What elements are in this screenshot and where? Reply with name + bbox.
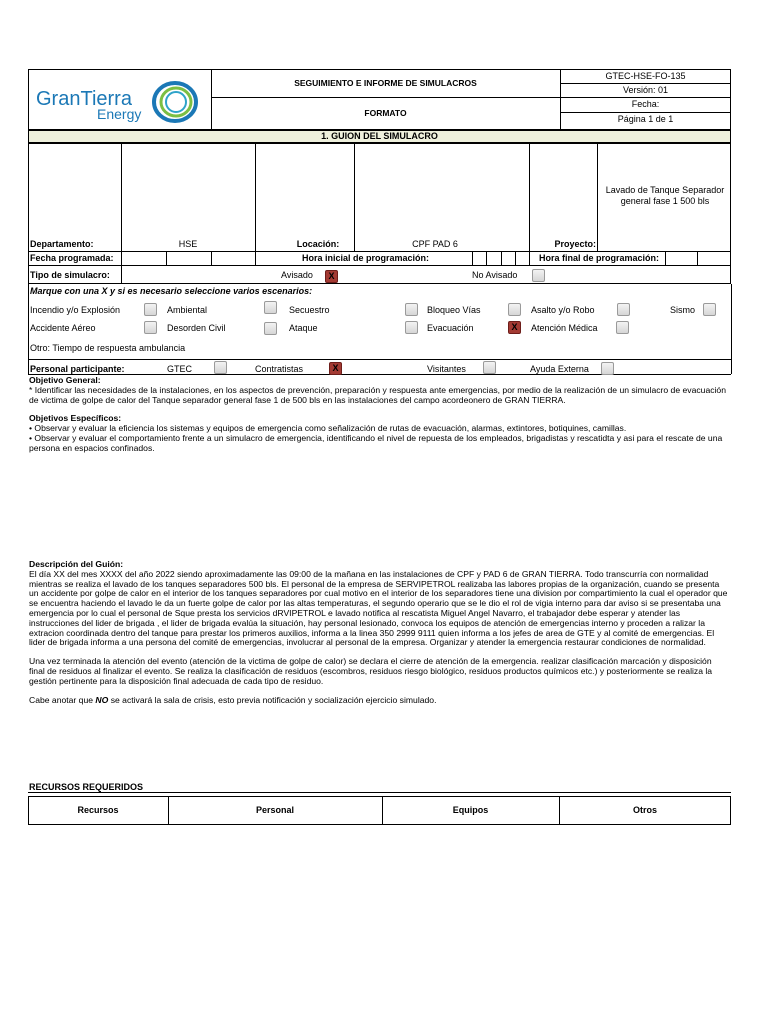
end-time-label: Hora final de programación: bbox=[539, 253, 660, 263]
scenario-air-accident-checkbox[interactable] bbox=[144, 321, 157, 334]
script-paragraph-1: El día XX del mes XXXX del año 2022 siendo aproximadamente las 09:00 de la mañana en las instalaciones de CPF y PAD 6 de GRAN TIERRA. Todo transcurría con normalidad mientras se realiza el lavado de los tanques separadores 500 bls. El personal de la empresa de SERVIPETROL realizaba las labores propias de la organización, cuando se presenta un accidente por golpe de calor en el interior de los tanques separadores por cual motivo en el interior de los separadores tiene una division por compartimiento la cual el operador que se encuentra haciendo el lavado le da un fuerte golpe de calor por las altas temperaturas, el segundo operario que se le dio el rol de vigia interno para dar aviso si se presentaba una emergencia por lo cual el personal de Sque presta los servicios dRVIPETROL e lavado notifica al rescatista Miguel Angel Navarro, el trabajador debe esperar y atender las instrucciones del lider de brigada , el lider de brigada evalúa la situación, hay personal lesionado, convoca los equipos de atención de emergencias interno y proceden a ralizar la extracion coordinada dentro del tanque para prestar los primeros auxilios, informa a la linea 350 2999 9111 quien informa a los jefes de area de GTE y al comité de emergencias. El lider de brigada informa a una persona del comité de emergencias, involucrar al personal de la empresa. Organizar y atender la emergencia restaurar condiciones de normalidad. bbox=[29, 568, 728, 648]
announced-checkbox[interactable]: X bbox=[325, 270, 338, 283]
scenario-kidnapping-checkbox[interactable] bbox=[405, 303, 418, 316]
scenario-evacuation-checkbox[interactable]: X bbox=[508, 321, 521, 334]
scenario-road-block: Bloqueo Vías bbox=[427, 305, 481, 315]
start-time-label: Hora inicial de programación: bbox=[302, 253, 430, 263]
logo-ring-icon bbox=[149, 80, 201, 124]
scenario-robbery: Asalto y/o Robo bbox=[531, 305, 595, 315]
scenario-medical: Atención Médica bbox=[531, 323, 598, 333]
document-date-label: Fecha: bbox=[631, 99, 660, 109]
project-value: Lavado de Tanque Separador general fase 1 500 bls bbox=[605, 185, 725, 206]
document-page: Página 1 de 1 bbox=[617, 114, 674, 124]
simulation-type-label: Tipo de simulacro: bbox=[30, 270, 110, 280]
section-title: 1. GUION DEL SIMULACRO bbox=[321, 131, 438, 141]
participants-label: Personal participante: bbox=[30, 364, 125, 374]
other-scenario: Otro: Tiempo de respuesta ambulancia bbox=[30, 343, 186, 353]
document-version: Versión: 01 bbox=[622, 85, 669, 95]
document-code: GTEC-HSE-FO-135 bbox=[605, 71, 686, 81]
department-label: Departamento: bbox=[30, 239, 94, 249]
scenario-evacuation: Evacuación bbox=[427, 323, 474, 333]
general-objective-text: * Identificar las necesidades de la instalaciones, en los aspectos de prevención, preparación y respuesta ante emergencias, por medio de la realización de un simulacro de evacuación de victima de golpe de calor del Tanque separador general fase 1 de 500 bls en las instalaciones del campo acordeonero de GRAN TIERRA. bbox=[29, 384, 726, 405]
scenario-fire-checkbox[interactable] bbox=[144, 303, 157, 316]
scenario-environmental: Ambiental bbox=[167, 305, 208, 315]
scenario-robbery-checkbox[interactable] bbox=[617, 303, 630, 316]
resources-col-personnel: Personal bbox=[255, 805, 295, 815]
scheduled-date-label: Fecha programada: bbox=[30, 253, 114, 263]
logo-wordmark: GranTierra bbox=[36, 88, 132, 110]
specific-objective-1: • Observar y evaluar la eficiencia los sistemas y equipos de emergencia como señalización de rutas de evacuación, alarmas, extintores, botiquines, camillas. bbox=[29, 423, 627, 434]
location-label: Locación: bbox=[296, 239, 340, 249]
announced-label: Avisado bbox=[281, 270, 313, 280]
resources-col-others: Otros bbox=[632, 805, 657, 815]
participant-contractors-checkbox[interactable]: X bbox=[329, 362, 342, 375]
scenario-air-accident: Accidente Aéreo bbox=[30, 323, 96, 333]
logo-sub-wordmark: Energy bbox=[97, 106, 142, 122]
script-paragraph-2: Una vez terminada la atención del evento (atención de la victima de golpe de calor) se declara el cierre de atención de la emergencia. realizar clasificación marcación y disposición final de residuos al finalizar el evento. Se realiza la clasificación de residuos (escombros, residuos riesgo biológico, residuos productos químicos etc.) y posteriormente se realiza la gestión pertinente para la disposición final adecuada de cada tipo de residuo. bbox=[29, 656, 713, 686]
scenario-environmental-checkbox[interactable] bbox=[264, 301, 277, 314]
scenario-earthquake-checkbox[interactable] bbox=[703, 303, 716, 316]
scenario-medical-checkbox[interactable] bbox=[616, 321, 629, 334]
specific-objectives-title: Objetivos Específicos: bbox=[29, 413, 122, 424]
participant-external-checkbox[interactable] bbox=[601, 362, 614, 375]
objectives-block bbox=[29, 376, 729, 454]
participant-contractors: Contratistas bbox=[255, 364, 304, 374]
participant-gtec: GTEC bbox=[167, 364, 193, 374]
project-label: Proyecto: bbox=[554, 239, 596, 249]
scenario-attack-checkbox[interactable] bbox=[405, 321, 418, 334]
participant-gtec-checkbox[interactable] bbox=[214, 361, 227, 374]
not-announced-label: No Avisado bbox=[472, 270, 518, 280]
script-paragraph-3: Cabe anotar que NO se activará la sala de crisis, esto previa notificación y socialización ejercicio simulado. bbox=[29, 694, 437, 705]
mark-instruction: Marque con una X y si es necesario seleccione varios escenarios: bbox=[30, 286, 313, 296]
script-title: Descripción del Guión: bbox=[29, 559, 124, 569]
resources-col-equipment: Equipos bbox=[452, 805, 489, 815]
company-logo bbox=[34, 78, 209, 124]
scenario-civil-disorder: Desorden Civil bbox=[167, 323, 226, 333]
scenario-attack: Ataque bbox=[289, 323, 318, 333]
resources-title: RECURSOS REQUERIDOS bbox=[29, 782, 144, 792]
document-title: SEGUIMIENTO E INFORME DE SIMULACROS bbox=[294, 78, 477, 88]
scenario-earthquake: Sismo bbox=[670, 305, 696, 315]
department-value: HSE bbox=[178, 239, 198, 249]
resources-col-resources: Recursos bbox=[77, 805, 119, 815]
not-announced-checkbox[interactable] bbox=[532, 269, 545, 282]
script-block bbox=[29, 560, 729, 705]
scenario-kidnapping: Secuestro bbox=[289, 305, 330, 315]
specific-objective-2: • Observar y evaluar el comportamiento frente a un simulacro de emergencia, identificando el nivel de repuesta de los empleados, brigadistas y rescatidta y asi para el rescate de una persona en espacios confinados. bbox=[29, 432, 723, 453]
participant-visitors-checkbox[interactable] bbox=[483, 361, 496, 374]
participant-external: Ayuda Externa bbox=[530, 364, 589, 374]
general-objective-title: Objetivo General: bbox=[29, 375, 101, 385]
participant-visitors: Visitantes bbox=[427, 364, 466, 374]
document-type: FORMATO bbox=[364, 108, 407, 118]
scenario-fire: Incendio y/o Explosión bbox=[30, 305, 121, 315]
scenario-civil-disorder-checkbox[interactable] bbox=[264, 322, 277, 335]
scenario-road-block-checkbox[interactable] bbox=[508, 303, 521, 316]
location-value: CPF PAD 6 bbox=[412, 239, 458, 249]
